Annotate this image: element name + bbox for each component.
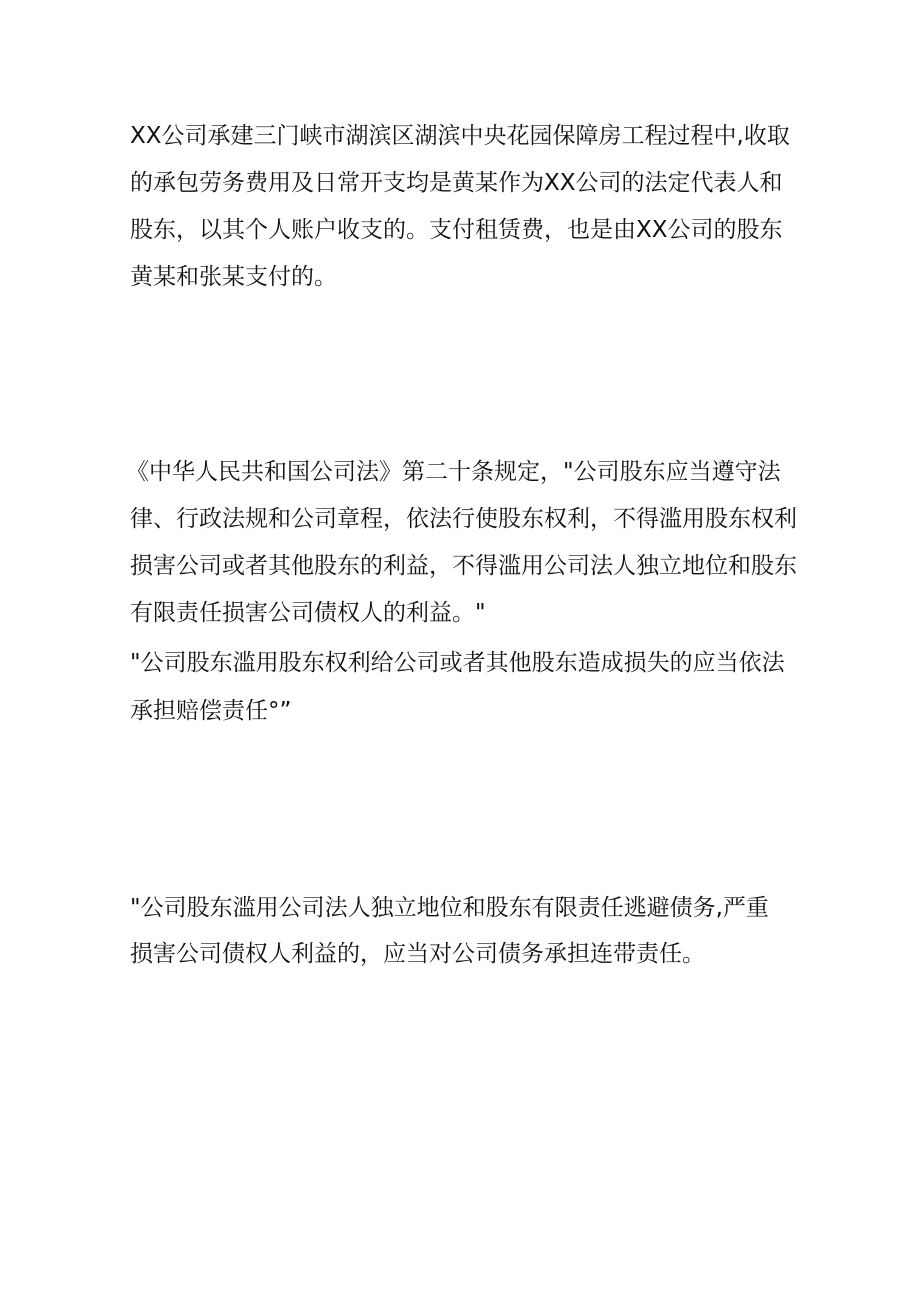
text-line: "公司股东滥用股东权利给公司或者其他股东造成损失的应当依法 — [130, 650, 785, 676]
text-line: 损害公司债权人利益的，应当对公司债务承担连带责任。 — [130, 941, 705, 967]
text-line: 的承包劳务费用及日常开支均是黄某作为XX公司的法定代表人和 — [130, 170, 783, 196]
text-line: 股东，以其个人账户收支的。支付租赁费，也是由XX公司的股东 — [130, 217, 783, 243]
text-line: 律、行政法规和公司章程，依法行使股东权利，不得滥用股东权利 — [130, 506, 797, 532]
text-line: 《中华人民共和国公司法》第二十条规定，"公司股东应当遵守法 — [126, 459, 781, 485]
text-line: 有限责任损害公司债权人的利益。" — [130, 600, 486, 626]
text-line: 损害公司或者其他股东的利益，不得滥用公司法人独立地位和股东 — [130, 553, 797, 579]
text-line: "公司股东滥用公司法人独立地位和股东有限责任逃避债务,严重 — [130, 895, 769, 921]
text-line: 黄某和张某支付的。 — [130, 264, 337, 290]
text-line: 承担赔偿责任°” — [130, 698, 292, 724]
text-line: XX公司承建三门峡市湖滨区湖滨中央花园保障房工程过程中,收取 — [130, 123, 790, 149]
